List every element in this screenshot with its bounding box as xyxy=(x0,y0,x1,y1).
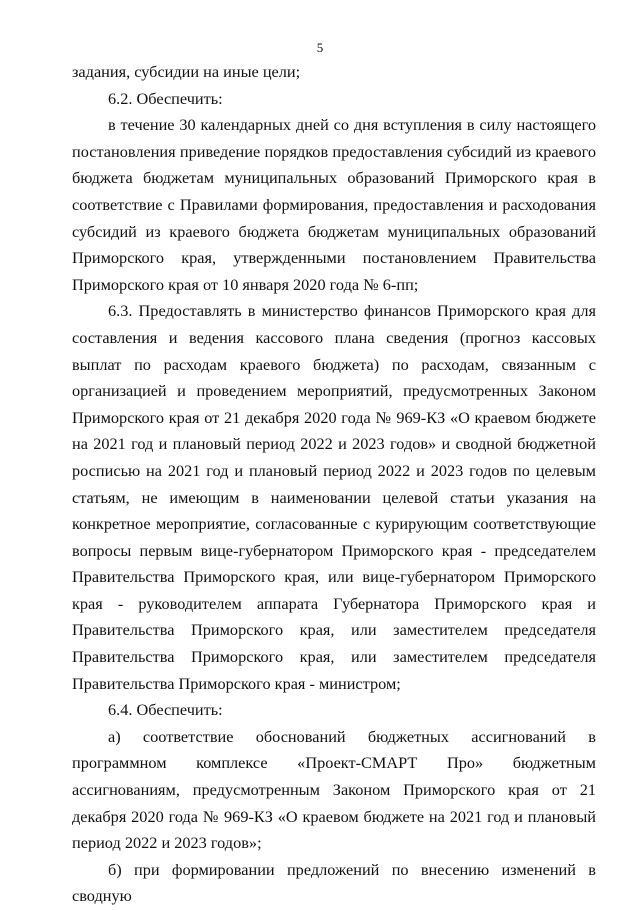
paragraph-6-4-a: а) соответствие обоснований бюджетных ассигнований в программном комплексе «Проект-СМАРТ Про» бюджетным ассигнованиям, предусмотренным Законом Приморского края от 21 декабря 2020 года № 969-КЗ «О краевом бюджете на 2021 год и плановый период 2022 и 2023 годов»; xyxy=(72,726,596,853)
page-number: 5 xyxy=(316,40,324,55)
paragraph-6-4-b: б) при формировании предложений по внесению изменений в сводную xyxy=(72,859,596,906)
paragraph-6-2-body: в течение 30 календарных дней со дня вступления в силу настоящего постановления приведение порядков предоставления субсидий из краевого бюджета бюджетам муниципальных образований Приморского края в соответствие с Правилами формирования, предоставления и расходования субсидий из краевого бюджета бюджетам муниципальных образований Приморского края, утвержденными постановлением Правительства Приморского края от 10 января 2020 года № 6-пп; xyxy=(72,115,596,294)
paragraph-6-2-heading: 6.2. Обеспечить: xyxy=(108,88,223,108)
paragraph-continuation: задания, субсидии на иные цели; xyxy=(72,62,301,81)
paragraph-6-3: 6.3. Предоставлять в министерство финансов Приморского края для составления и ведения кассового плана сведения (прогноз кассовых выплат по расходам краевого бюджета) по расходам, связанным с организацией и проведением мероприятий, предусмотренных Законом Приморского края от 21 декабря 2020 года № 969-КЗ «О краевом бюджете на 2021 год и плановый период 2022 и 2023 годов» и сводной бюджетной росписью на 2021 год и плановый период 2022 и 2023 годов по целевым статьям, не имеющим в наименовании целевой статьи указания на конкретное мероприятие, согласованные с курирующим соответствующие вопросы первым вице-губернатором Приморского края - председателем Правительства Приморского края, или вице-губернатором Приморского края - руководителем аппарата Губернатора Приморского края и Правительства Приморского края, или заместителем председателя Правительства Приморского края, или заместителем председателя Правительства Приморского края - министром; xyxy=(72,301,596,693)
paragraph-6-4-heading: 6.4. Обеспечить: xyxy=(108,700,223,720)
document-body xyxy=(72,59,596,910)
